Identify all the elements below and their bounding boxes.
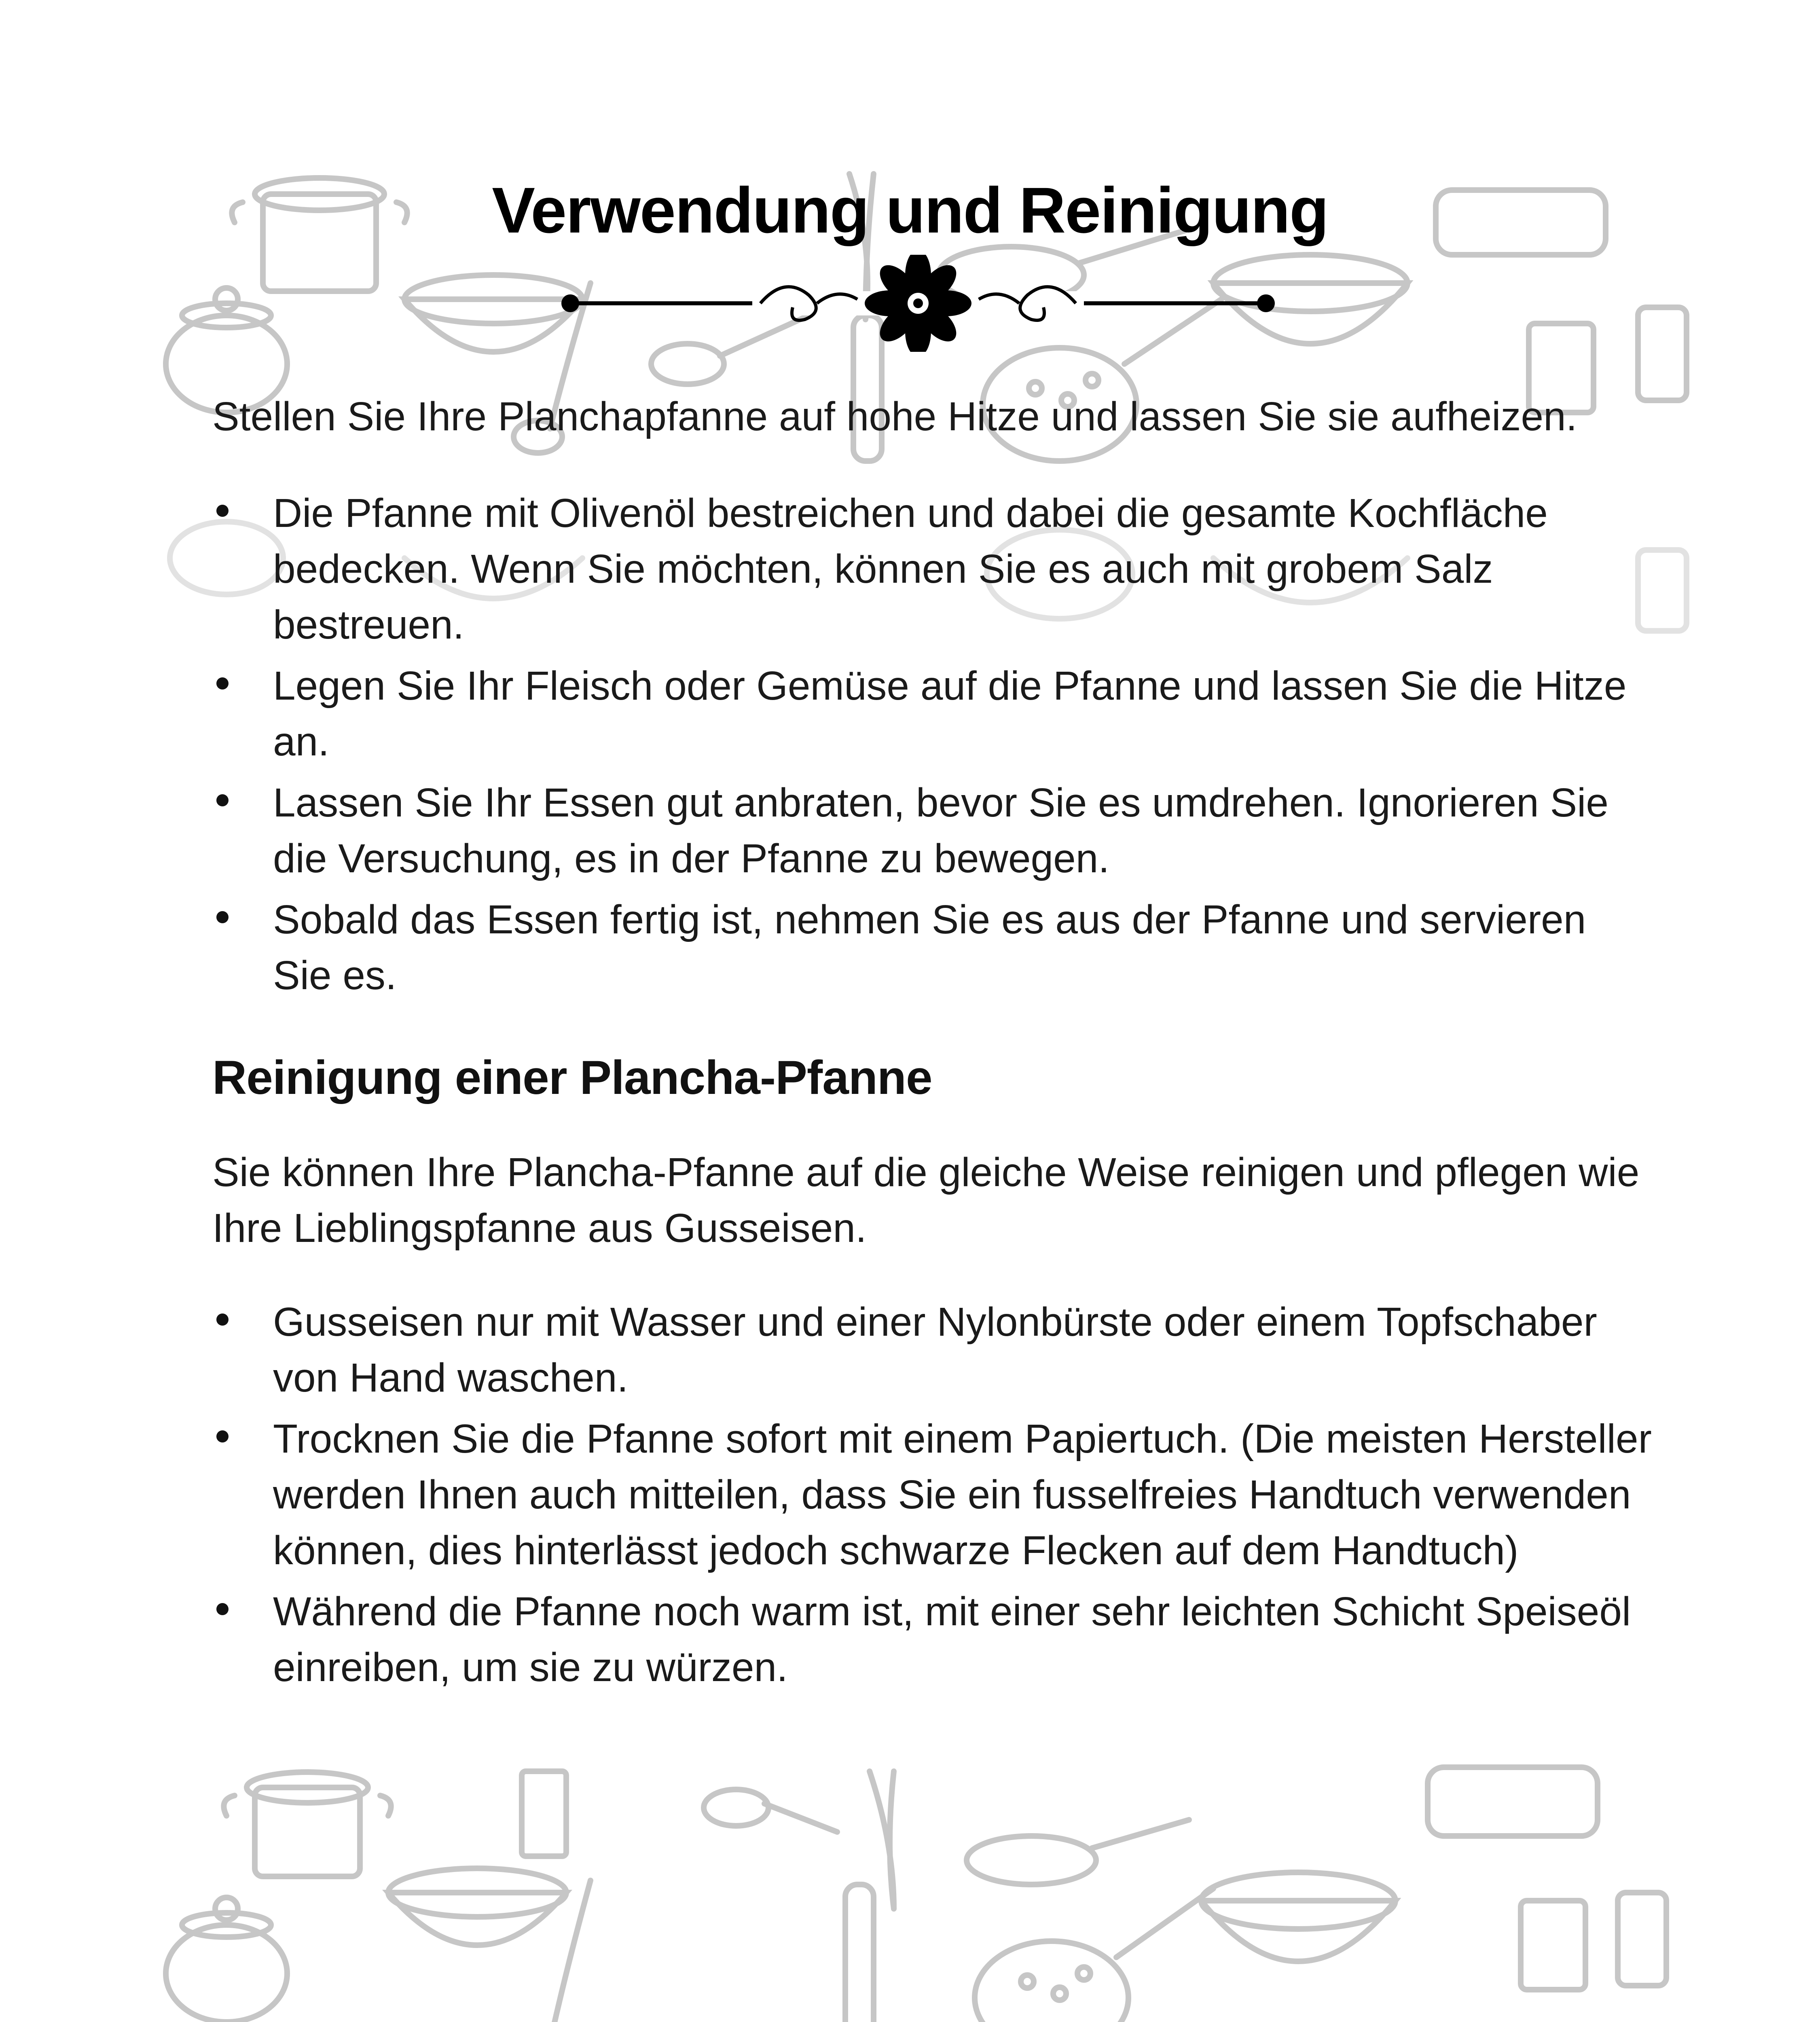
list-item: [212, 485, 1652, 653]
list-item: [212, 892, 1652, 1003]
list-item: [212, 658, 1652, 770]
list-item: [212, 775, 1652, 886]
bullet-icon: [216, 794, 229, 806]
bullet-icon: [216, 1603, 229, 1615]
list-item-text: Lassen Sie Ihr Essen gut anbraten, bevor Sie es umdrehen. Ignorieren Sie die Versuchung, es in der Pfanne zu bewegen.: [273, 780, 1609, 881]
ornamental-flower-divider-icon: [558, 255, 1278, 352]
usage-steps-list: [212, 485, 1652, 1009]
cleaning-steps-list: [212, 1294, 1652, 1701]
intro-paragraph: Stellen Sie Ihre Planchapfanne auf hohe Hitze und lassen Sie sie aufheizen.: [212, 394, 1577, 439]
bullet-icon: [216, 505, 229, 517]
list-item-text: Gusseisen nur mit Wasser und einer Nylonbürste oder einem Topfschaber von Hand waschen.: [273, 1299, 1597, 1400]
page-title: Verwendung und Reinigung: [492, 174, 1328, 246]
list-item-text: Legen Sie Ihr Fleisch oder Gemüse auf die Pfanne und lassen Sie die Hitze an.: [273, 663, 1627, 764]
list-item-text: Die Pfanne mit Olivenöl bestreichen und dabei die gesamte Kochfläche bedecken. Wenn Sie möchten, können Sie es auch mit grobem Salz bestreuen.: [273, 491, 1548, 647]
list-item-text: Sobald das Essen fertig ist, nehmen Sie es aus der Pfanne und servieren Sie es.: [273, 897, 1586, 998]
list-item-text: Trocknen Sie die Pfanne sofort mit einem Papiertuch. (Die meisten Hersteller werden Ihnen auch mitteilen, dass Sie ein fusselfreies Handtuch verwenden können, dies hinterlässt jedoch schwarze Flecken auf dem Handtuch): [273, 1416, 1652, 1573]
list-item: [212, 1411, 1652, 1578]
bullet-icon: [216, 911, 229, 923]
list-item: [212, 1294, 1652, 1406]
section-intro-paragraph: Sie können Ihre Plancha-Pfanne auf die gleiche Weise reinigen und pflegen wie Ihre Lieblingspfanne aus Gusseisen.: [212, 1150, 1640, 1251]
list-item-text: Während die Pfanne noch warm ist, mit einer sehr leichten Schicht Speiseöl einreiben, um sie zu würzen.: [273, 1589, 1631, 1690]
bullet-icon: [216, 1430, 229, 1442]
section-heading: Reinigung einer Plancha-Pfanne: [212, 1051, 932, 1104]
bullet-icon: [216, 677, 229, 690]
bullet-icon: [216, 1313, 229, 1326]
list-item: [212, 1584, 1652, 1695]
